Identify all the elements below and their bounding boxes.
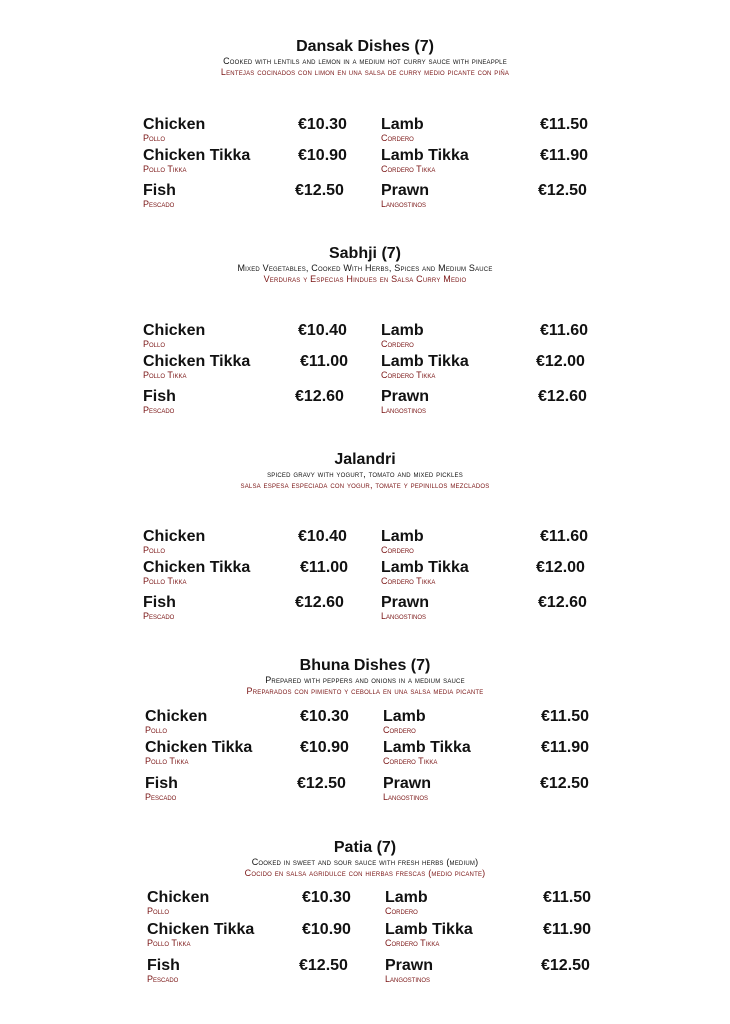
item-name: Fish (143, 388, 176, 405)
item-price: €12.00 (536, 559, 585, 576)
item-name: Prawn (381, 388, 430, 405)
item-price: €11.90 (541, 739, 590, 756)
item-translation: Cordero (385, 906, 418, 916)
item-price: €11.00 (300, 559, 349, 576)
item-price: €10.40 (298, 322, 347, 339)
item-price: €11.00 (300, 353, 349, 370)
section-title: Bhuna Dishes (7) (299, 657, 431, 674)
item-translation: Cordero Tikka (381, 370, 436, 380)
item-price: €11.60 (540, 322, 589, 339)
item-translation: Pollo Tikka (145, 756, 189, 766)
item-translation: Pollo (143, 339, 166, 349)
item-price: €12.50 (295, 182, 344, 199)
item-translation: Cordero Tikka (381, 164, 436, 174)
item-price: €12.50 (297, 775, 346, 792)
item-translation: Cordero Tikka (381, 576, 436, 586)
section-title: Jalandri (334, 451, 396, 468)
menu-section-patia (0, 839, 730, 879)
item-name: Prawn (381, 182, 430, 199)
item-name: Chicken (145, 708, 208, 725)
section-description-en: spiced gravy with yogurt, tomato and mixed pickles (267, 469, 463, 479)
item-price: €10.90 (298, 147, 347, 164)
section-description-es: Verduras y Especias Hindues en Salsa Curry Medio (263, 274, 467, 284)
item-translation: Pescado (147, 974, 179, 984)
item-price: €12.50 (299, 957, 348, 974)
item-name: Lamb Tikka (381, 559, 469, 576)
item-name: Chicken (143, 528, 206, 545)
item-translation: Pescado (143, 405, 175, 415)
item-name: Lamb Tikka (385, 921, 473, 938)
item-name: Chicken Tikka (147, 921, 255, 938)
item-name: Fish (143, 594, 176, 611)
item-name: Prawn (383, 775, 432, 792)
item-price: €12.50 (540, 775, 589, 792)
item-translation: Cordero Tikka (385, 938, 440, 948)
item-name: Lamb Tikka (381, 353, 469, 370)
item-name: Lamb (381, 322, 424, 339)
section-title: Sabhji (7) (328, 245, 401, 262)
item-translation: Cordero (381, 133, 414, 143)
section-description-en: Prepared with peppers and onions in a medium sauce (265, 675, 465, 685)
item-translation: Langostinos (385, 974, 431, 984)
item-price: €10.30 (300, 708, 349, 725)
item-name: Chicken (143, 322, 206, 339)
item-name: Fish (143, 182, 176, 199)
item-translation: Cordero (381, 339, 414, 349)
item-name: Chicken (147, 889, 210, 906)
item-translation: Langostinos (381, 405, 427, 415)
item-translation: Pescado (143, 611, 175, 621)
item-translation: Cordero (383, 725, 416, 735)
item-translation: Pollo Tikka (147, 938, 191, 948)
item-price: €12.50 (541, 957, 590, 974)
section-description-es: Preparados con pimiento y cebolla en una salsa media picante (246, 686, 484, 696)
item-price: €11.60 (540, 528, 589, 545)
item-price: €12.00 (536, 353, 585, 370)
item-price: €10.30 (298, 116, 347, 133)
item-translation: Pollo (143, 133, 166, 143)
item-translation: Cordero Tikka (383, 756, 438, 766)
item-name: Fish (147, 957, 180, 974)
section-description-es: Cocido en salsa agridulce con hierbas frescas (medio picante) (244, 868, 486, 878)
section-title: Patia (7) (333, 839, 397, 856)
item-translation: Langostinos (381, 199, 427, 209)
item-name: Chicken (143, 116, 206, 133)
item-name: Chicken Tikka (145, 739, 253, 756)
section-title: Dansak Dishes (7) (296, 38, 434, 55)
item-name: Lamb (381, 116, 424, 133)
section-description-es: Lentejas cocinados con limon en una salsa de curry medio picante con piña (220, 67, 510, 77)
item-name: Lamb (381, 528, 424, 545)
item-price: €12.60 (295, 388, 344, 405)
item-price: €12.60 (538, 388, 587, 405)
item-price: €10.30 (302, 889, 351, 906)
item-price: €10.90 (302, 921, 351, 938)
item-name: Lamb (385, 889, 428, 906)
section-description-en: Mixed Vegetables, Cooked With Herbs, Spices and Medium Sauce (237, 263, 493, 273)
item-name: Lamb (383, 708, 426, 725)
item-name: Prawn (381, 594, 430, 611)
item-translation: Langostinos (381, 611, 427, 621)
item-translation: Cordero (381, 545, 414, 555)
section-description-en: Cooked with lentils and lemon in a medium hot curry sauce with pineapple (223, 56, 507, 66)
item-price: €10.90 (300, 739, 349, 756)
item-name: Chicken Tikka (143, 353, 251, 370)
item-price: €11.50 (541, 708, 590, 725)
item-translation: Pollo Tikka (143, 164, 187, 174)
item-price: €12.60 (295, 594, 344, 611)
item-name: Chicken Tikka (143, 559, 251, 576)
item-name: Lamb Tikka (383, 739, 471, 756)
item-price: €12.50 (538, 182, 587, 199)
item-name: Fish (145, 775, 178, 792)
section-description-es: salsa espesa especiada con yogur, tomate y pepinillos mezclados (240, 480, 490, 490)
item-name: Prawn (385, 957, 434, 974)
section-description-en: Cooked in sweet and sour sauce with fresh herbs (medium) (251, 857, 479, 867)
menu-section-jalandri (0, 451, 730, 491)
item-price: €10.40 (298, 528, 347, 545)
item-price: €11.90 (543, 921, 592, 938)
item-translation: Pollo Tikka (143, 576, 187, 586)
item-price: €11.50 (543, 889, 592, 906)
item-translation: Pollo (147, 906, 170, 916)
item-translation: Pollo (145, 725, 168, 735)
item-translation: Langostinos (383, 792, 429, 802)
item-translation: Pollo Tikka (143, 370, 187, 380)
item-translation: Pescado (143, 199, 175, 209)
item-price: €12.60 (538, 594, 587, 611)
item-price: €11.90 (540, 147, 589, 164)
menu-section-sabhji (0, 245, 730, 285)
menu-section-bhuna (0, 657, 730, 697)
item-name: Lamb Tikka (381, 147, 469, 164)
item-translation: Pollo (143, 545, 166, 555)
item-translation: Pescado (145, 792, 177, 802)
item-price: €11.50 (540, 116, 589, 133)
menu-section-dansak (0, 38, 730, 78)
item-name: Chicken Tikka (143, 147, 251, 164)
